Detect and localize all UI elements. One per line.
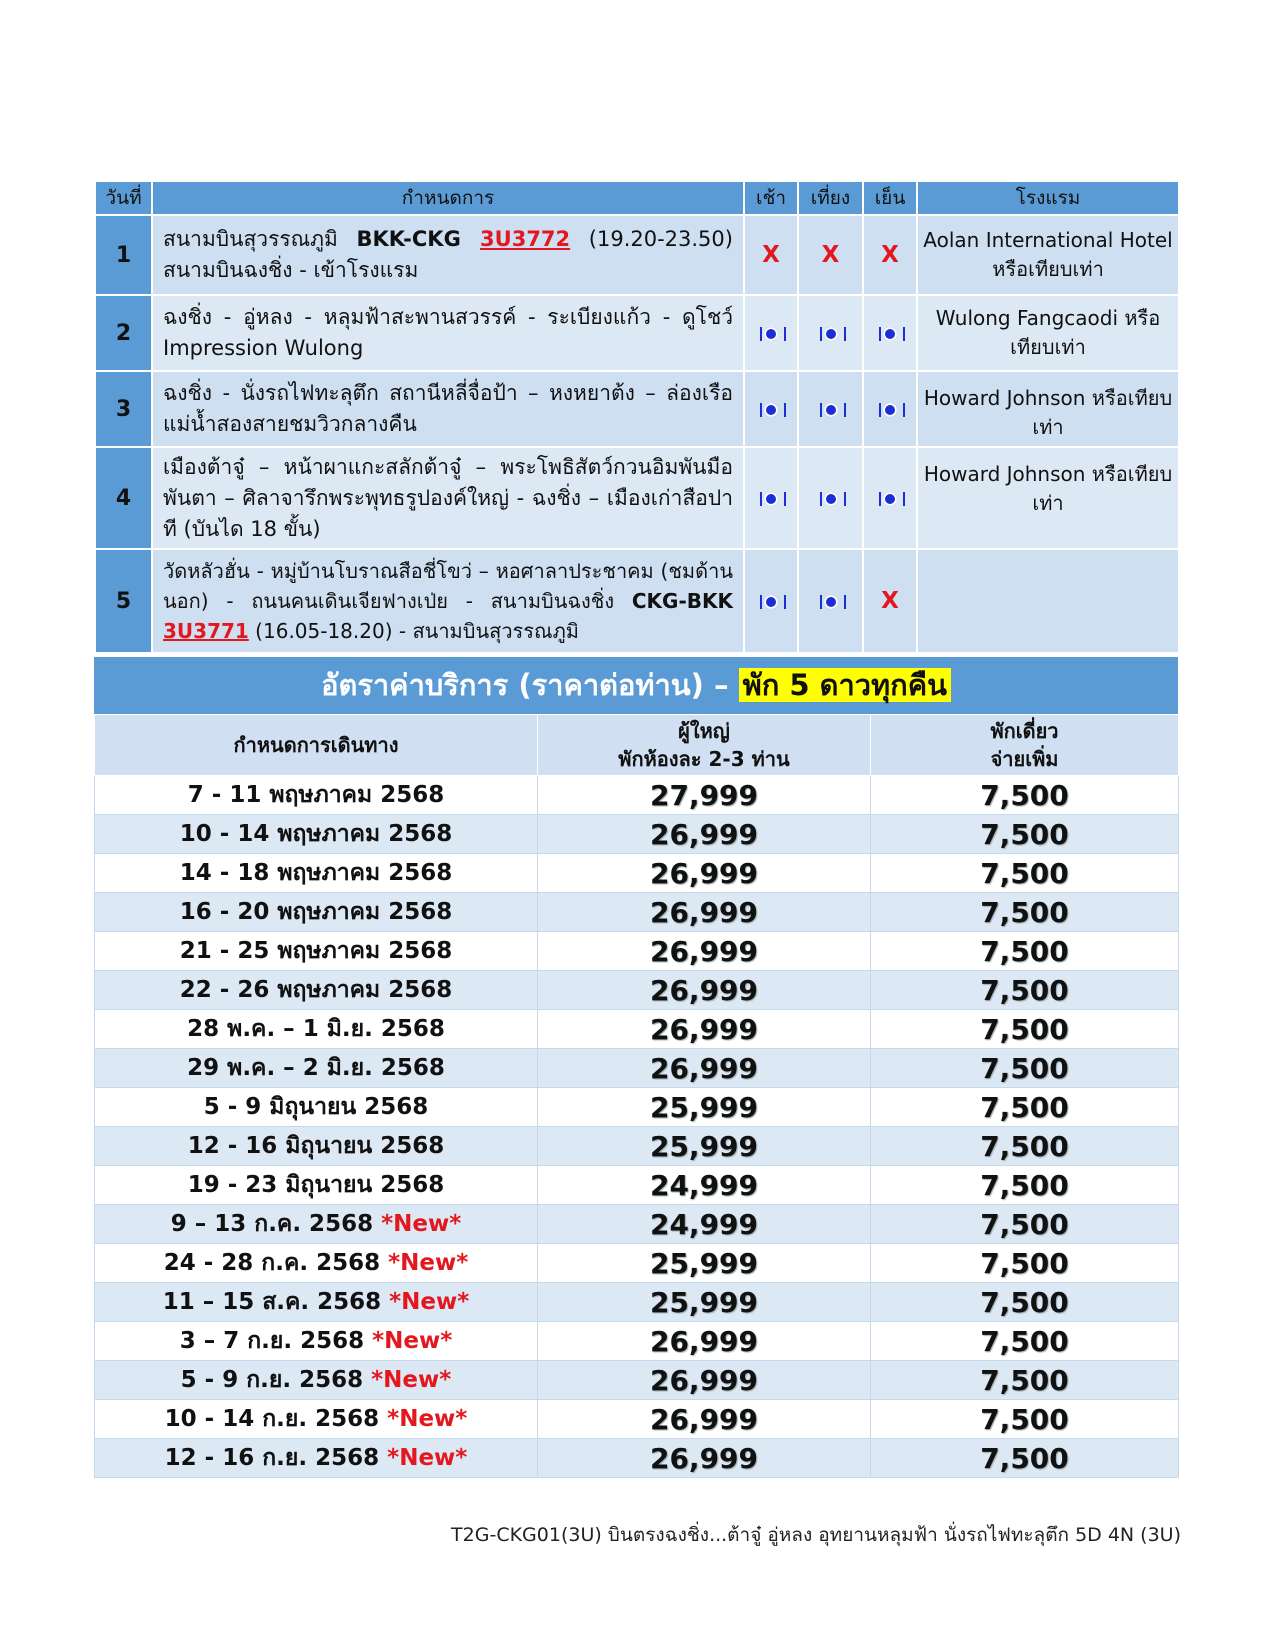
- itinerary-row-day-5: [95, 549, 1179, 653]
- no-meal-x-icon: X: [762, 241, 780, 268]
- date-text: 19 - 23 มิถุนายน 2568: [187, 1172, 445, 1198]
- document-footer: T2G-CKG01(3U) บินตรงฉงชิ่ง...ต้าจู๋ อู่หลง อุทยานหลุมฟ้า นั่งรถไฟทะลุตึก 5D 4N (3U): [451, 1524, 1181, 1546]
- departure-date: [95, 1322, 538, 1361]
- adult-price: 26,999: [538, 1049, 871, 1088]
- adult-price: 26,999: [538, 1322, 871, 1361]
- price-row: [95, 776, 1179, 815]
- adult-price: 26,999: [538, 1010, 871, 1049]
- pricing-table: [94, 714, 1179, 1478]
- meal-plate-icon: [820, 403, 842, 417]
- new-badge: *New*: [387, 1445, 468, 1471]
- price-row: [95, 1439, 1179, 1478]
- meal-plate-icon: [879, 492, 901, 506]
- departure-date: [95, 1400, 538, 1439]
- meal-breakfast: [744, 447, 798, 549]
- date-text: 12 - 16 ก.ย. 2568: [164, 1445, 388, 1471]
- single-supplement: 7,500: [871, 1439, 1179, 1478]
- meal-dinner: [863, 549, 917, 653]
- meal-dinner: [863, 371, 917, 447]
- itinerary-row-day-1: [95, 215, 1179, 295]
- date-text: 16 - 20 พฤษภาคม 2568: [179, 899, 453, 925]
- meal-dinner: [863, 215, 917, 295]
- day-program: [152, 215, 744, 295]
- single-supplement: 7,500: [871, 1322, 1179, 1361]
- header-dinner: เย็น: [863, 181, 917, 215]
- pricing-title-text: อัตราค่าบริการ (ราคาต่อท่าน) –: [321, 668, 739, 702]
- pricing-title-highlight: พัก 5 ดาวทุกคืน: [739, 668, 951, 702]
- single-supplement: 7,500: [871, 1361, 1179, 1400]
- adult-price: 25,999: [538, 1244, 871, 1283]
- single-supplement: 7,500: [871, 1400, 1179, 1439]
- date-text: 5 - 9 ก.ย. 2568: [180, 1367, 372, 1393]
- itinerary-row-day-3: [95, 371, 1179, 447]
- route-code: CKG-BKK: [631, 589, 733, 613]
- day-program: ฉงชิ่ง - นั่งรถไฟทะลุตึก สถานีหลี่จื่อป้า – หงหยาต้ง – ล่องเรือแม่น้ำสองสายชมวิวกลางคืน: [152, 371, 744, 447]
- day-number: 4: [95, 447, 152, 549]
- itinerary-header-row: [95, 181, 1179, 215]
- departure-date: [95, 1283, 538, 1322]
- meal-lunch: [798, 295, 863, 371]
- program-text: (16.05-18.20) - สนามบินสุวรรณภูมิ: [248, 619, 579, 643]
- price-row: [95, 1166, 1179, 1205]
- meal-lunch: [798, 215, 863, 295]
- meal-plate-icon: [760, 403, 782, 417]
- departure-date: [95, 1244, 538, 1283]
- col-header-single-line2: จ่ายเพิ่ม: [990, 747, 1059, 771]
- price-row: [95, 1127, 1179, 1166]
- day-number: 5: [95, 549, 152, 653]
- single-supplement: 7,500: [871, 1166, 1179, 1205]
- meal-dinner: [863, 295, 917, 371]
- col-header-adult: [538, 715, 871, 776]
- col-header-single: [871, 715, 1179, 776]
- single-supplement: 7,500: [871, 971, 1179, 1010]
- departure-date: [95, 1088, 538, 1127]
- new-badge: *New*: [372, 1328, 453, 1354]
- adult-price: 26,999: [538, 815, 871, 854]
- adult-price: 26,999: [538, 854, 871, 893]
- price-row: [95, 1283, 1179, 1322]
- day-number: 2: [95, 295, 152, 371]
- adult-price: 26,999: [538, 1400, 871, 1439]
- adult-price: 26,999: [538, 932, 871, 971]
- price-row: [95, 1049, 1179, 1088]
- header-program: กำหนดการ: [152, 181, 744, 215]
- meal-plate-icon: [879, 327, 901, 341]
- date-text: 24 - 28 ก.ค. 2568: [163, 1250, 389, 1276]
- departure-date: [95, 1205, 538, 1244]
- flight-number: 3U3772: [480, 227, 571, 251]
- new-badge: *New*: [387, 1406, 468, 1432]
- price-row: [95, 971, 1179, 1010]
- single-supplement: 7,500: [871, 893, 1179, 932]
- new-badge: *New*: [381, 1211, 462, 1237]
- header-breakfast: เช้า: [744, 181, 798, 215]
- date-text: 10 - 14 พฤษภาคม 2568: [179, 821, 453, 847]
- single-supplement: 7,500: [871, 1127, 1179, 1166]
- meal-lunch: [798, 447, 863, 549]
- single-supplement: 7,500: [871, 1283, 1179, 1322]
- meal-plate-icon: [760, 327, 782, 341]
- price-row: [95, 1205, 1179, 1244]
- single-supplement: 7,500: [871, 1010, 1179, 1049]
- departure-date: [95, 1049, 538, 1088]
- adult-price: 24,999: [538, 1166, 871, 1205]
- day-number: 3: [95, 371, 152, 447]
- program-text: (19.20-23.50) สนามบินฉงชิ่ง - เข้าโรงแรม: [163, 227, 733, 282]
- itinerary-row-day-2: [95, 295, 1179, 371]
- meal-lunch: [798, 549, 863, 653]
- hotel-name: [917, 549, 1179, 653]
- departure-date: [95, 893, 538, 932]
- single-supplement: 7,500: [871, 815, 1179, 854]
- header-day: วันที่: [95, 181, 152, 215]
- price-row: [95, 815, 1179, 854]
- date-text: 3 – 7 ก.ย. 2568: [179, 1328, 373, 1354]
- price-row: [95, 893, 1179, 932]
- meal-plate-icon: [879, 403, 901, 417]
- col-header-single-line1: พักเดี่ยว: [990, 719, 1059, 743]
- date-text: 7 - 11 พฤษภาคม 2568: [187, 782, 445, 808]
- departure-date: [95, 815, 538, 854]
- departure-date: [95, 854, 538, 893]
- date-text: 12 - 16 มิถุนายน 2568: [187, 1133, 445, 1159]
- price-row: [95, 932, 1179, 971]
- adult-price: 25,999: [538, 1088, 871, 1127]
- departure-date: [95, 1439, 538, 1478]
- price-row: [95, 1322, 1179, 1361]
- col-header-date: กำหนดการเดินทาง: [95, 715, 538, 776]
- hotel-name: Howard Johnson หรือเทียบเท่า: [917, 371, 1179, 447]
- new-badge: *New*: [371, 1367, 452, 1393]
- no-meal-x-icon: X: [881, 241, 899, 268]
- single-supplement: 7,500: [871, 1049, 1179, 1088]
- meal-breakfast: [744, 215, 798, 295]
- pricing-rows: [95, 776, 1179, 1478]
- day-program: เมืองต้าจู๋ – หน้าผาแกะสลักต้าจู๋ – พระโพธิสัตว์กวนอิมพันมือพันตา – ศิลาจารึกพระพุทธรูปองค์ใหญ่ - ฉงชิ่ง – เมืองเก่าสือปาที (บันได 18 ขั้น): [152, 447, 744, 549]
- departure-date: [95, 1361, 538, 1400]
- pricing-title: [94, 657, 1178, 714]
- adult-price: 25,999: [538, 1127, 871, 1166]
- departure-date: [95, 1166, 538, 1205]
- price-row: [95, 1400, 1179, 1439]
- meal-breakfast: [744, 371, 798, 447]
- hotel-name: Howard Johnson หรือเทียบเท่า: [917, 447, 1179, 549]
- new-badge: *New*: [388, 1250, 469, 1276]
- single-supplement: 7,500: [871, 932, 1179, 971]
- day-program: ฉงชิ่ง - อู่หลง - หลุมฟ้าสะพานสวรรค์ - ระเบียงแก้ว - ดูโชว์ Impression Wulong: [152, 295, 744, 371]
- departure-date: [95, 971, 538, 1010]
- single-supplement: 7,500: [871, 1244, 1179, 1283]
- flight-number: 3U3771: [163, 619, 249, 643]
- departure-date: [95, 1010, 538, 1049]
- single-supplement: 7,500: [871, 1205, 1179, 1244]
- meal-plate-icon: [820, 595, 842, 609]
- departure-date: [95, 932, 538, 971]
- date-text: 14 - 18 พฤษภาคม 2568: [179, 860, 453, 886]
- day-number: 1: [95, 215, 152, 295]
- meal-dinner: [863, 447, 917, 549]
- adult-price: 25,999: [538, 1283, 871, 1322]
- date-text: 21 - 25 พฤษภาคม 2568: [179, 938, 453, 964]
- program-text: วัดหลัวฮั่น - หมู่บ้านโบราณสือชี่โขว่ – หอศาลาประชาคม (ชมด้านนอก) - ถนนคนเดินเจียฟางเป่ย - สนามบินฉงชิ่ง: [163, 559, 733, 613]
- price-row: [95, 1088, 1179, 1127]
- date-text: 5 - 9 มิถุนายน 2568: [203, 1094, 429, 1120]
- col-header-adult-line2: พักห้องละ 2-3 ท่าน: [618, 747, 790, 771]
- no-meal-x-icon: X: [821, 241, 840, 268]
- adult-price: 27,999: [538, 776, 871, 815]
- meal-plate-icon: [820, 327, 842, 341]
- meal-breakfast: [744, 295, 798, 371]
- single-supplement: 7,500: [871, 776, 1179, 815]
- adult-price: 24,999: [538, 1205, 871, 1244]
- header-hotel: โรงแรม: [917, 181, 1179, 215]
- day-program: [152, 549, 744, 653]
- departure-date: [95, 776, 538, 815]
- date-text: 10 - 14 ก.ย. 2568: [164, 1406, 388, 1432]
- itinerary-table: [94, 180, 1180, 654]
- route-code: BKK-CKG: [356, 227, 481, 251]
- price-row: [95, 854, 1179, 893]
- meal-plate-icon: [760, 492, 782, 506]
- date-text: 22 - 26 พฤษภาคม 2568: [179, 977, 453, 1003]
- hotel-name: Wulong Fangcaodi หรือเทียบเท่า: [917, 295, 1179, 371]
- price-row: [95, 1361, 1179, 1400]
- new-badge: *New*: [389, 1289, 470, 1315]
- meal-breakfast: [744, 549, 798, 653]
- no-meal-x-icon: X: [881, 587, 899, 614]
- adult-price: 26,999: [538, 971, 871, 1010]
- single-supplement: 7,500: [871, 854, 1179, 893]
- date-text: 11 – 15 ส.ค. 2568: [162, 1289, 390, 1315]
- hotel-name: Aolan International Hotel หรือเทียบเท่า: [917, 215, 1179, 295]
- price-row: [95, 1010, 1179, 1049]
- col-header-adult-line1: ผู้ใหญ่: [678, 719, 730, 743]
- meal-plate-icon: [820, 492, 842, 506]
- adult-price: 26,999: [538, 893, 871, 932]
- date-text: 29 พ.ค. – 2 มิ.ย. 2568: [187, 1055, 445, 1081]
- program-text: สนามบินสุวรรณภูมิ: [163, 227, 357, 251]
- single-supplement: 7,500: [871, 1088, 1179, 1127]
- header-lunch: เที่ยง: [798, 181, 863, 215]
- meal-plate-icon: [760, 595, 782, 609]
- pricing-header-row: [95, 715, 1179, 776]
- adult-price: 26,999: [538, 1439, 871, 1478]
- adult-price: 26,999: [538, 1361, 871, 1400]
- departure-date: [95, 1127, 538, 1166]
- itinerary-row-day-4: [95, 447, 1179, 549]
- date-text: 9 – 13 ก.ค. 2568: [170, 1211, 382, 1237]
- date-text: 28 พ.ค. – 1 มิ.ย. 2568: [187, 1016, 445, 1042]
- price-row: [95, 1244, 1179, 1283]
- meal-lunch: [798, 371, 863, 447]
